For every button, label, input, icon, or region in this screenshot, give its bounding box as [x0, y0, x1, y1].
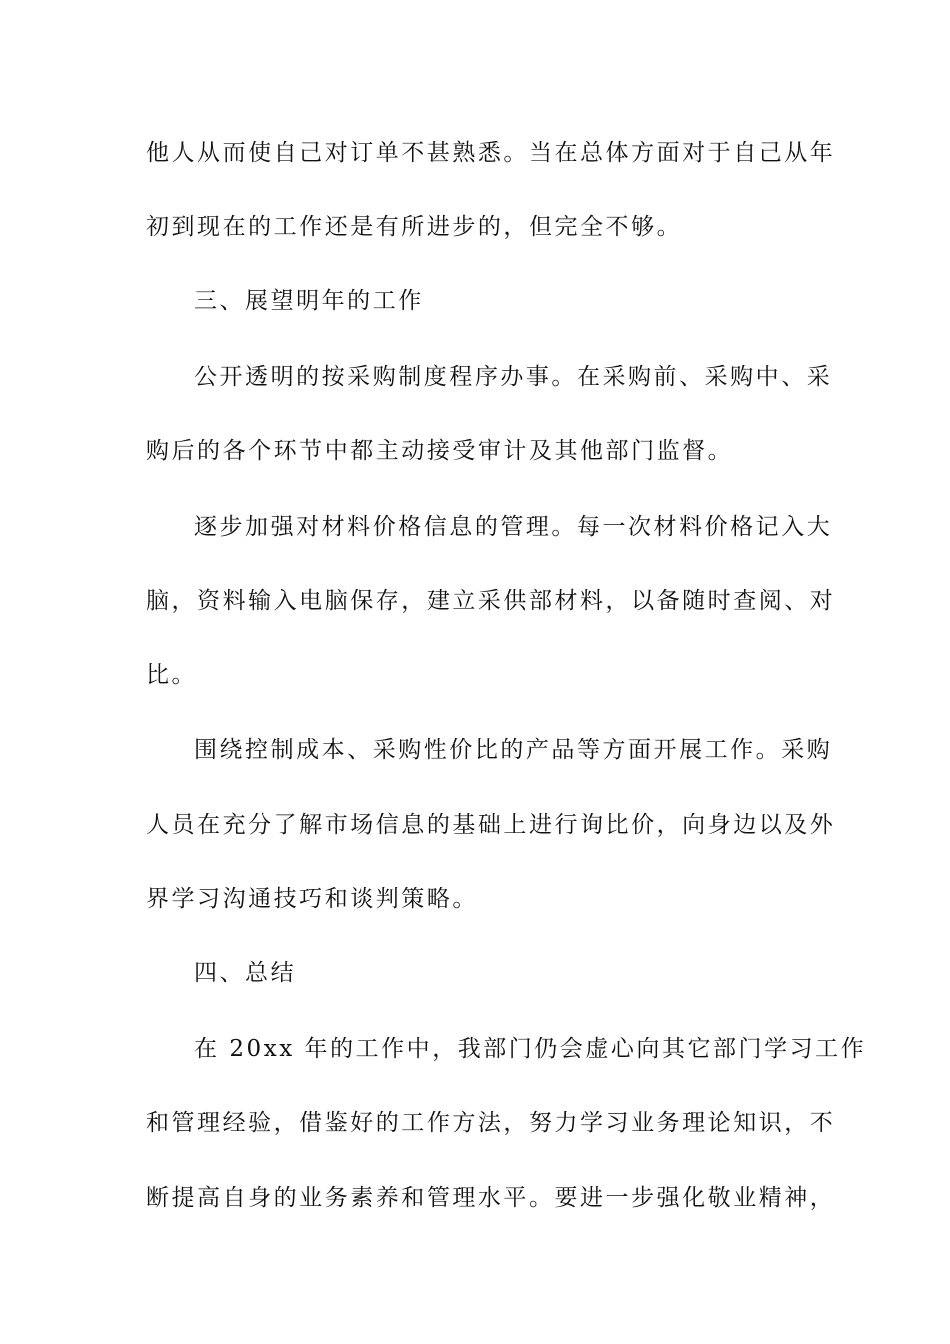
paragraph-line: 脑，资料输入电脑保存，建立采供部材料，以备随时查阅、对: [146, 588, 836, 614]
paragraph-line: 围绕控制成本、采购性价比的产品等方面开展工作。采购: [194, 737, 833, 763]
paragraph-line: 比。: [146, 662, 198, 688]
paragraph-line: 初到现在的工作还是有所进步的，但完全不够。: [146, 214, 683, 240]
section-heading: 三、展望明年的工作: [194, 288, 424, 314]
paragraph-line: 人员在充分了解市场信息的基础上进行询比价，向身边以及外: [146, 812, 836, 838]
paragraph-line: 购后的各个环节中都主动接受审计及其他部门监督。: [146, 438, 734, 464]
paragraph-line: 在 20xx 年的工作中，我部门仍会虚心向其它部门学习工作: [194, 1036, 867, 1062]
paragraph-line: 逐步加强对材料价格信息的管理。每一次材料价格记入大: [194, 514, 833, 540]
paragraph-line: 断提高自身的业务素养和管理水平。要进一步强化敬业精神，: [146, 1185, 836, 1211]
paragraph-line: 公开透明的按采购制度程序办事。在采购前、采购中、采: [194, 364, 833, 390]
paragraph-line: 和管理经验，借鉴好的工作方法，努力学习业务理论知识，不: [146, 1110, 836, 1136]
paragraph-line: 他人从而使自己对订单不甚熟悉。当在总体方面对于自己从年: [146, 140, 836, 166]
paragraph-line: 界学习沟通技巧和谈判策略。: [146, 886, 478, 912]
section-heading: 四、总结: [194, 960, 297, 986]
